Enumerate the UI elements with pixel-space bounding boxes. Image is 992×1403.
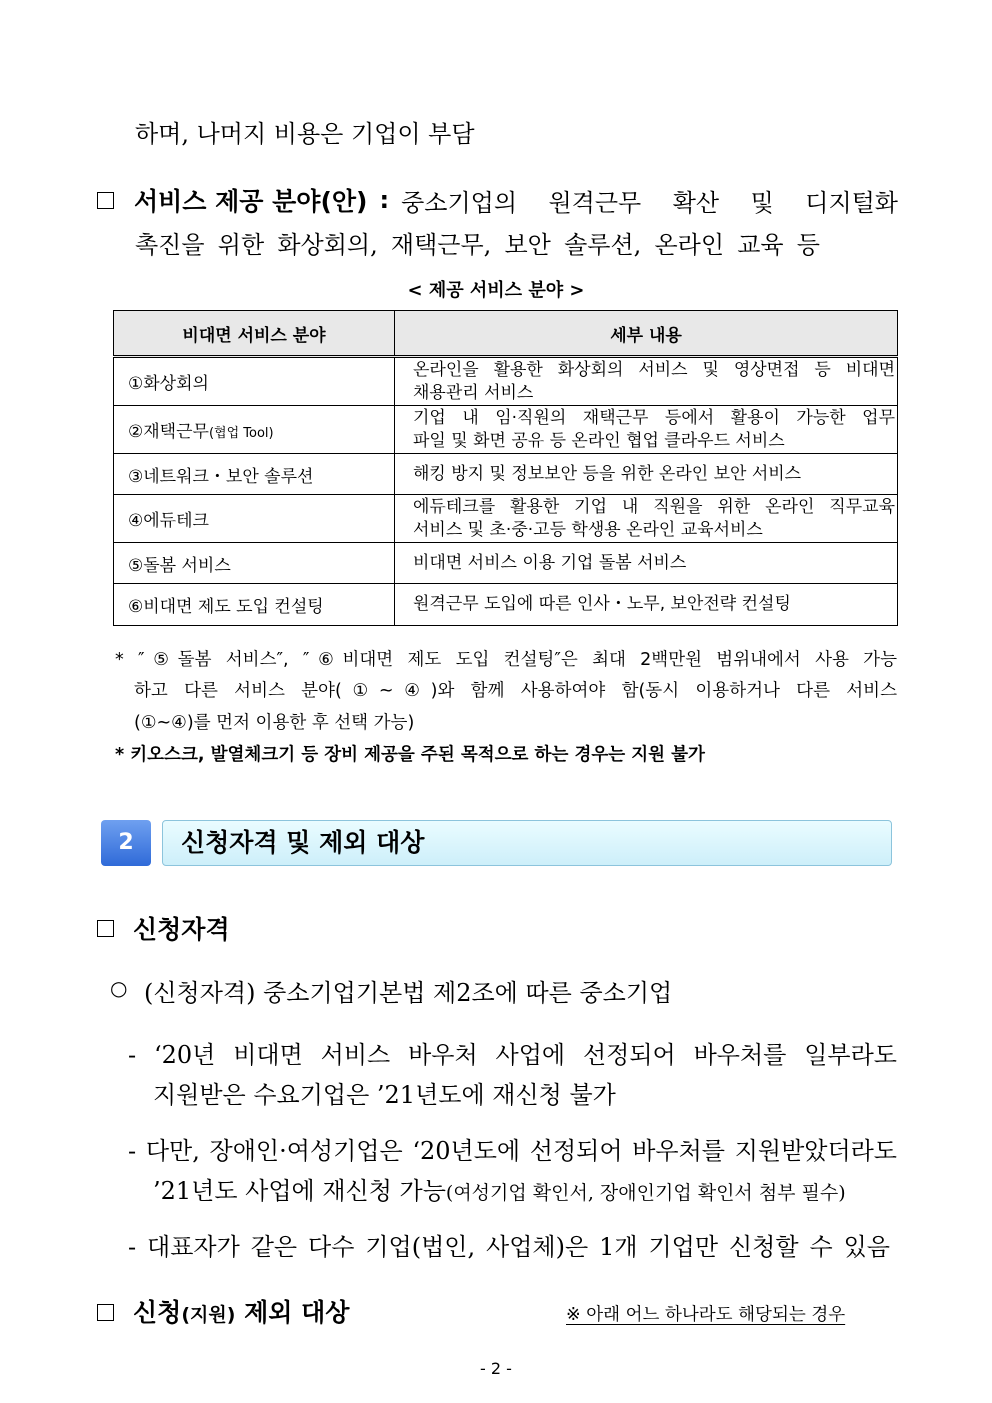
- detail-cell: 원격근무 도입에 따른 인사・노무, 보안전략 컨설팅: [395, 584, 898, 626]
- header-detail: 세부 내용: [395, 311, 898, 357]
- checkbox-square-icon: [97, 1304, 114, 1321]
- dash-item: - 대표자가 같은 다수 기업(법인, 사업체)은 1개 기업만 신청할 수 있음: [128, 1233, 890, 1261]
- field-cell: ④에듀테크: [114, 495, 395, 543]
- table-row: [114, 543, 898, 584]
- table-row: [114, 454, 898, 495]
- note-warning: * 키오스크, 발열체크기 등 장비 제공을 주된 목적으로 하는 경우는 지원 불가: [115, 745, 705, 765]
- field-cell: ②재택근무(협업 Tool): [114, 406, 395, 454]
- header-field: 비대면 서비스 분야: [114, 311, 395, 357]
- service-field-desc1: 중소기업의 원격근무 확산 및 디지털화: [401, 188, 898, 217]
- detail-cell: 기업 내 임·직원의 재택근무 등에서 활용이 가능한 업무 파일 및 화면 공유 등 온라인 협업 클라우드 서비스: [395, 406, 898, 454]
- exclusion-note: ※ 아래 어느 하나라도 해당되는 경우: [566, 1305, 846, 1325]
- note-line: * ″⑤돌봄 서비스″, ″⑥비대면 제도 도입 컨설팅″은 최대 2백만원 범위내에서 사용 가능: [115, 650, 897, 670]
- detail-cell: 비대면 서비스 이용 기업 돌봄 서비스: [395, 543, 898, 584]
- checkbox-square-icon: [97, 920, 114, 937]
- exclusion-heading: 신청(지원) 제외 대상: [133, 1298, 350, 1327]
- field-cell: ①화상회의: [114, 357, 395, 406]
- table-row: [114, 406, 898, 454]
- note-line: (①~④)를 먼저 이용한 후 선택 가능): [134, 713, 415, 733]
- service-field-colon: :: [379, 186, 390, 214]
- field-cell: ⑤돌봄 서비스: [114, 543, 395, 584]
- service-field-desc2: 촉진을 위한 화상회의, 재택근무, 보안 솔루션, 온라인 교육 등: [135, 231, 820, 259]
- checkbox-square-icon: [97, 192, 114, 209]
- service-table: [113, 310, 898, 626]
- eligibility-heading: 신청자격: [133, 915, 230, 944]
- detail-cell: 온라인을 활용한 화상회의 서비스 및 영상면접 등 비대면 채용관리 서비스: [395, 357, 898, 406]
- field-cell: ③네트워크・보안 솔루션: [114, 454, 395, 495]
- dash-item-cont: ’21년도 사업에 재신청 가능(여성기업 확인서, 장애인기업 확인서 첨부 필수): [153, 1177, 846, 1205]
- dash-item: - 다만, 장애인·여성기업은 ‘20년도에 선정되어 바우처를 지원받았더라도: [128, 1137, 897, 1165]
- field-cell: ⑥비대면 제도 도입 컨설팅: [114, 584, 395, 626]
- detail-cell: 해킹 방지 및 정보보안 등을 위한 온라인 보안 서비스: [395, 454, 898, 495]
- section-number: 2: [101, 820, 151, 866]
- detail-cell: 에듀테크를 활용한 기업 내 직원을 위한 온라인 직무교육 서비스 및 초·중·고등 학생용 온라인 교육서비스: [395, 495, 898, 543]
- dash-item-cont: 지원받은 수요기업은 ’21년도에 재신청 불가: [153, 1081, 616, 1109]
- eligibility-item: (신청자격) 중소기업기본법 제2조에 따른 중소기업: [144, 979, 673, 1007]
- note-line: 하고 다른 서비스 분야(①~④)와 함께 사용하여야 함(동시 이용하거나 다른 서비스: [134, 681, 897, 701]
- circle-bullet-icon: ○: [110, 976, 128, 1000]
- continued-text: 하며, 나머지 비용은 기업이 부담: [135, 120, 475, 148]
- section-title: 신청자격 및 제외 대상: [162, 820, 892, 866]
- service-field-line1: [134, 180, 898, 220]
- table-row: [114, 584, 898, 626]
- table-caption: < 제공 서비스 분야 >: [407, 280, 585, 301]
- service-field-heading: 서비스 제공 분야(안): [134, 187, 368, 216]
- table-row: [114, 495, 898, 543]
- table-row: [114, 357, 898, 406]
- page-number: - 2 -: [480, 1359, 512, 1378]
- table-header-row: [114, 311, 898, 357]
- dash-item: - ‘20년 비대면 서비스 바우처 사업에 선정되어 바우처를 일부라도: [128, 1041, 897, 1069]
